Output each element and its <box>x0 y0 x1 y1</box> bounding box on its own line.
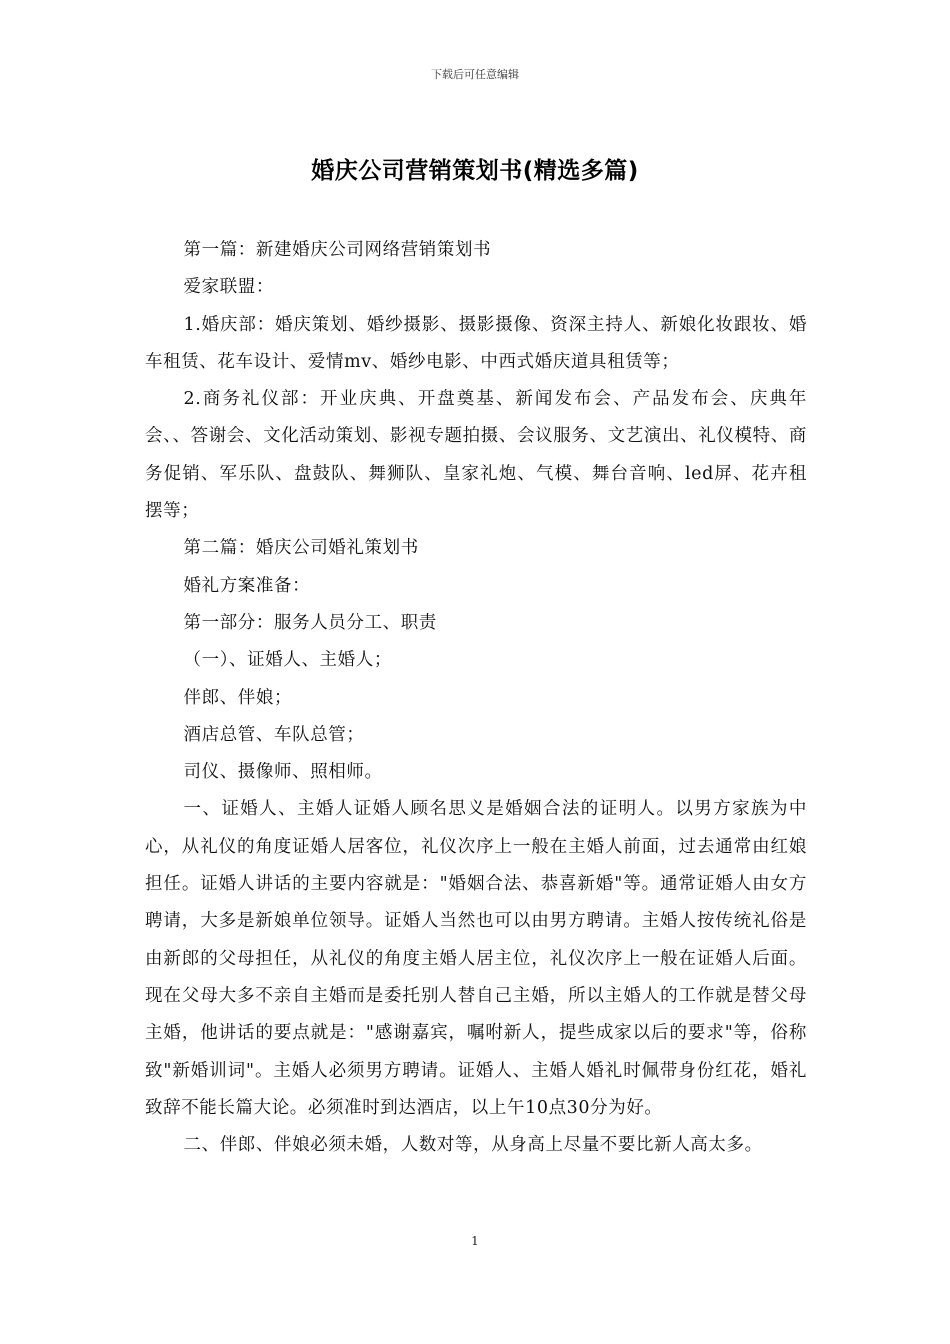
document-title: 婚庆公司营销策划书(精选多篇) <box>311 158 639 184</box>
paragraph: 第二篇：婚庆公司婚礼策划书 <box>183 538 419 559</box>
paragraph: 2.商务礼仪部：开业庆典、开盘奠基、新闻发布会、产品发布会、庆典年会、、答谢会、文化活动策划、影视专题拍摄、会议服务、文艺演出、礼仪模特、商务促销、军乐队、盘鼓队、舞狮队、皇家礼炮、气模、舞台音响、led屏、花卉租摆等； <box>145 389 807 522</box>
paragraph: （一）、证婚人、主婚人； <box>183 650 392 671</box>
paragraph: 婚礼方案准备： <box>183 575 311 596</box>
page-number: 1 <box>471 1234 479 1248</box>
document-body <box>145 232 807 1164</box>
paragraph: 司仪、摄像师、照相师。 <box>183 762 383 783</box>
paragraph: 一、证婚人、主婚人证婚人顾名思义是婚姻合法的证明人。以男方家族为中心，从礼仪的角度证婚人居客位，礼仪次序上一般在主婚人前面，过去通常由红娘担任。证婚人讲话的主要内容就是："婚姻合法、恭喜新婚"等。通常证婚人由女方聘请，大多是新娘单位领导。证婚人当然也可以由男方聘请。主婚人按传统礼俗是由新郎的父母担任，从礼仪的角度主婚人居主位，礼仪次序上一般在证婚人后面。现在父母大多不亲自主婚而是委托别人替自己主婚，所以主婚人的工作就是替父母主婚，他讲话的要点就是："感谢嘉宾，嘱咐新人，提些成家以后的要求"等，俗称致"新婚训词"。主婚人必须男方聘请。证婚人、主婚人婚礼时佩带身份红花，婚礼致辞不能长篇大论。必须准时到达酒店，以上午10点30分为好。 <box>145 799 807 1118</box>
paragraph: 伴郎、伴娘； <box>183 687 293 708</box>
paragraph: 第一部分：服务人员分工、职责 <box>183 612 437 633</box>
paragraph: 二、伴郎、伴娘必须未婚，人数对等，从身高上尽量不要比新人高太多。 <box>183 1135 763 1156</box>
paragraph: 爱家联盟： <box>183 277 274 298</box>
paragraph: 酒店总管、车队总管； <box>183 724 365 745</box>
paragraph: 第一篇：新建婚庆公司网络营销策划书 <box>183 240 492 260</box>
paragraph: 1.婚庆部：婚庆策划、婚纱摄影、摄影摄像、资深主持人、新娘化妆跟妆、婚车租赁、花车设计、爱情mv、婚纱电影、中西式婚庆道具租赁等； <box>145 314 807 372</box>
header-note: 下载后可任意编辑 <box>431 68 519 81</box>
